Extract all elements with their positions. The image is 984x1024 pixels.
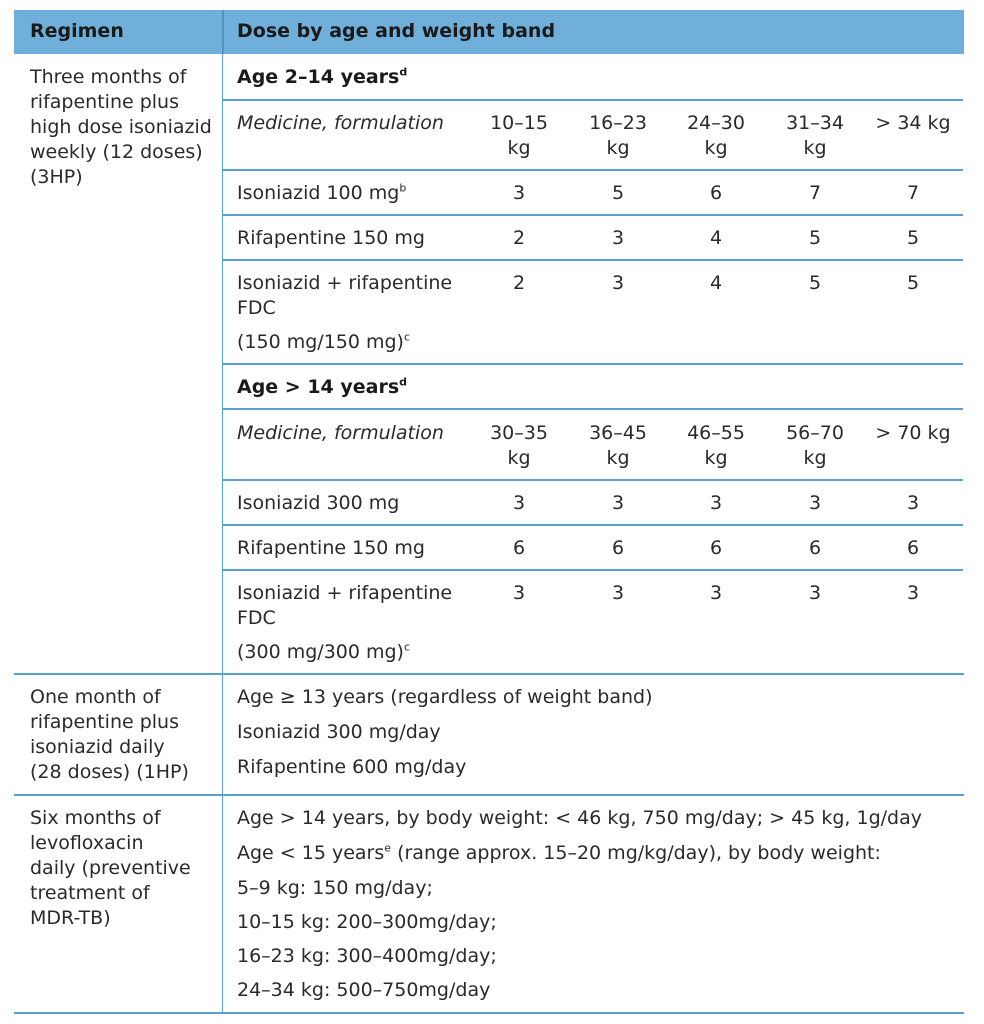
table-bottom-rule <box>14 1012 964 1014</box>
row-a-isoniazid: Isoniazid 100 $mg^b$ <box>237 181 407 204</box>
cell: 3 <box>709 582 723 604</box>
regimen-3hp-line3: high dose isoniazid <box>30 116 212 138</box>
rule <box>222 214 963 216</box>
cell: 3 <box>512 582 526 604</box>
cell: 2 <box>512 272 526 294</box>
rule <box>222 259 963 261</box>
lfx-band-2: 10–15 kg: 200–300mg/day; <box>237 911 497 933</box>
rule <box>222 99 963 101</box>
band-b-2-unit: kg <box>606 447 630 469</box>
lfx-band-1: 5–9 kg: 150 mg/day; <box>237 877 433 899</box>
band-b-2: 36–45 <box>589 422 647 444</box>
cell: 3 <box>512 182 526 204</box>
med-col-header: Medicine, formulation <box>237 422 444 444</box>
cell: 6 <box>611 537 625 559</box>
rule <box>222 569 963 571</box>
cell: 3 <box>611 227 625 249</box>
lfx-adult-dose: Age > 14 years, by body weight: < 46 kg, 750 mg/day; > 45 kg, 1g/day <box>237 807 923 829</box>
med-col-header: Medicine, formulation <box>237 112 444 134</box>
band-a-4: 31–34 <box>786 112 844 134</box>
cell: 3 <box>808 492 822 514</box>
cell: 5 <box>906 272 920 294</box>
row-b-fdc-line2: FDC <box>237 607 276 629</box>
band-a-3-unit: kg <box>704 137 728 159</box>
regimen-lfx-line4: treatment of <box>30 882 150 904</box>
band-a-2: 16–23 <box>589 112 647 134</box>
cell: 3 <box>906 582 920 604</box>
regimen-lfx-line5: MDR-TB) <box>30 907 111 929</box>
band-a-1: 10–15 <box>490 112 548 134</box>
rule <box>222 479 963 481</box>
band-b-1-unit: kg <box>507 447 531 469</box>
regimen-1hp-line2: rifapentine plus <box>30 711 179 733</box>
cell: 6 <box>709 537 723 559</box>
band-a-2-unit: kg <box>606 137 630 159</box>
regimen-1hp-line3: isoniazid daily <box>30 736 165 758</box>
regimen-3hp-line5: (3HP) <box>30 166 83 188</box>
rule <box>222 169 963 171</box>
row-a-rifapentine: Rifapentine 150 mg <box>237 227 425 249</box>
regimen-1hp-line1: One month of <box>30 686 161 708</box>
row-b-fdc-line1: Isoniazid + rifapentine <box>237 582 453 604</box>
band-a-5: > 34 kg <box>875 112 951 134</box>
cell: 5 <box>808 227 822 249</box>
cell: 6 <box>808 537 822 559</box>
regimen-3hp-line2: rifapentine plus <box>30 91 179 113</box>
band-b-3: 46–55 <box>687 422 745 444</box>
header-dose: Dose by age and weight band <box>237 20 556 42</box>
cell: 4 <box>709 272 723 294</box>
row-a-fdc-line1: Isoniazid + rifapentine <box>237 272 453 294</box>
regimen-divider <box>14 794 964 796</box>
band-b-1: 30–35 <box>490 422 548 444</box>
cell: 5 <box>906 227 920 249</box>
band-a-3: 24–30 <box>687 112 745 134</box>
row-a-fdc-line3: (150 mg/150 mg)$^c$ <box>237 330 411 353</box>
age-2-14-title: Age 2–14 years$^d$ <box>237 65 408 88</box>
rule <box>222 524 963 526</box>
cell: 5 <box>611 182 625 204</box>
column-divider <box>222 54 223 1014</box>
cell: 3 <box>611 272 625 294</box>
row-b-rifapentine: Rifapentine 150 mg <box>237 537 425 559</box>
regimen-3hp-line1: Three months of <box>30 66 187 88</box>
lfx-band-4: 24–34 kg: 500–750mg/day <box>237 979 491 1001</box>
header-divider <box>222 10 224 54</box>
cell: 7 <box>808 182 822 204</box>
cell: 4 <box>709 227 723 249</box>
cell: 3 <box>709 492 723 514</box>
regimen-1hp-line4: (28 doses) (1HP) <box>30 761 189 783</box>
cell: 2 <box>512 227 526 249</box>
age-over-14-title: Age > 14 years$^d$ <box>237 375 408 398</box>
band-b-4: 56–70 <box>786 422 844 444</box>
cell: 6 <box>709 182 723 204</box>
regimen-lfx-line1: Six months of <box>30 807 161 829</box>
lfx-band-3: 16–23 kg: 300–400mg/day; <box>237 945 497 967</box>
lfx-child-dose: Age < 15 years$^e$ (range approx. 15–20 mg/kg/day), by body weight: <box>237 841 881 864</box>
row-b-fdc-line3: (300 mg/300 mg)$^c$ <box>237 640 411 663</box>
cell: 7 <box>906 182 920 204</box>
band-a-4-unit: kg <box>803 137 827 159</box>
1hp-isoniazid: Isoniazid 300 mg/day <box>237 721 441 743</box>
rule <box>222 363 963 365</box>
regimen-lfx-line3: daily (preventive <box>30 857 191 879</box>
band-a-1-unit: kg <box>507 137 531 159</box>
row-b-isoniazid: Isoniazid 300 mg <box>237 492 400 514</box>
header-regimen: Regimen <box>30 20 124 42</box>
cell: 3 <box>808 582 822 604</box>
regimen-divider <box>14 673 964 675</box>
band-b-3-unit: kg <box>704 447 728 469</box>
cell: 6 <box>906 537 920 559</box>
regimen-lfx-line2: levofloxacin <box>30 832 144 854</box>
regimen-3hp-line4: weekly (12 doses) <box>30 141 203 163</box>
1hp-rifapentine: Rifapentine 600 mg/day <box>237 756 467 778</box>
cell: 3 <box>611 582 625 604</box>
band-b-4-unit: kg <box>803 447 827 469</box>
rule <box>222 408 963 410</box>
cell: 5 <box>808 272 822 294</box>
row-a-fdc-line2: FDC <box>237 297 276 319</box>
cell: 3 <box>906 492 920 514</box>
cell: 3 <box>611 492 625 514</box>
cell: 3 <box>512 492 526 514</box>
cell: 6 <box>512 537 526 559</box>
1hp-age: Age ≥ 13 years (regardless of weight band) <box>237 686 653 708</box>
band-b-5: > 70 kg <box>875 422 951 444</box>
